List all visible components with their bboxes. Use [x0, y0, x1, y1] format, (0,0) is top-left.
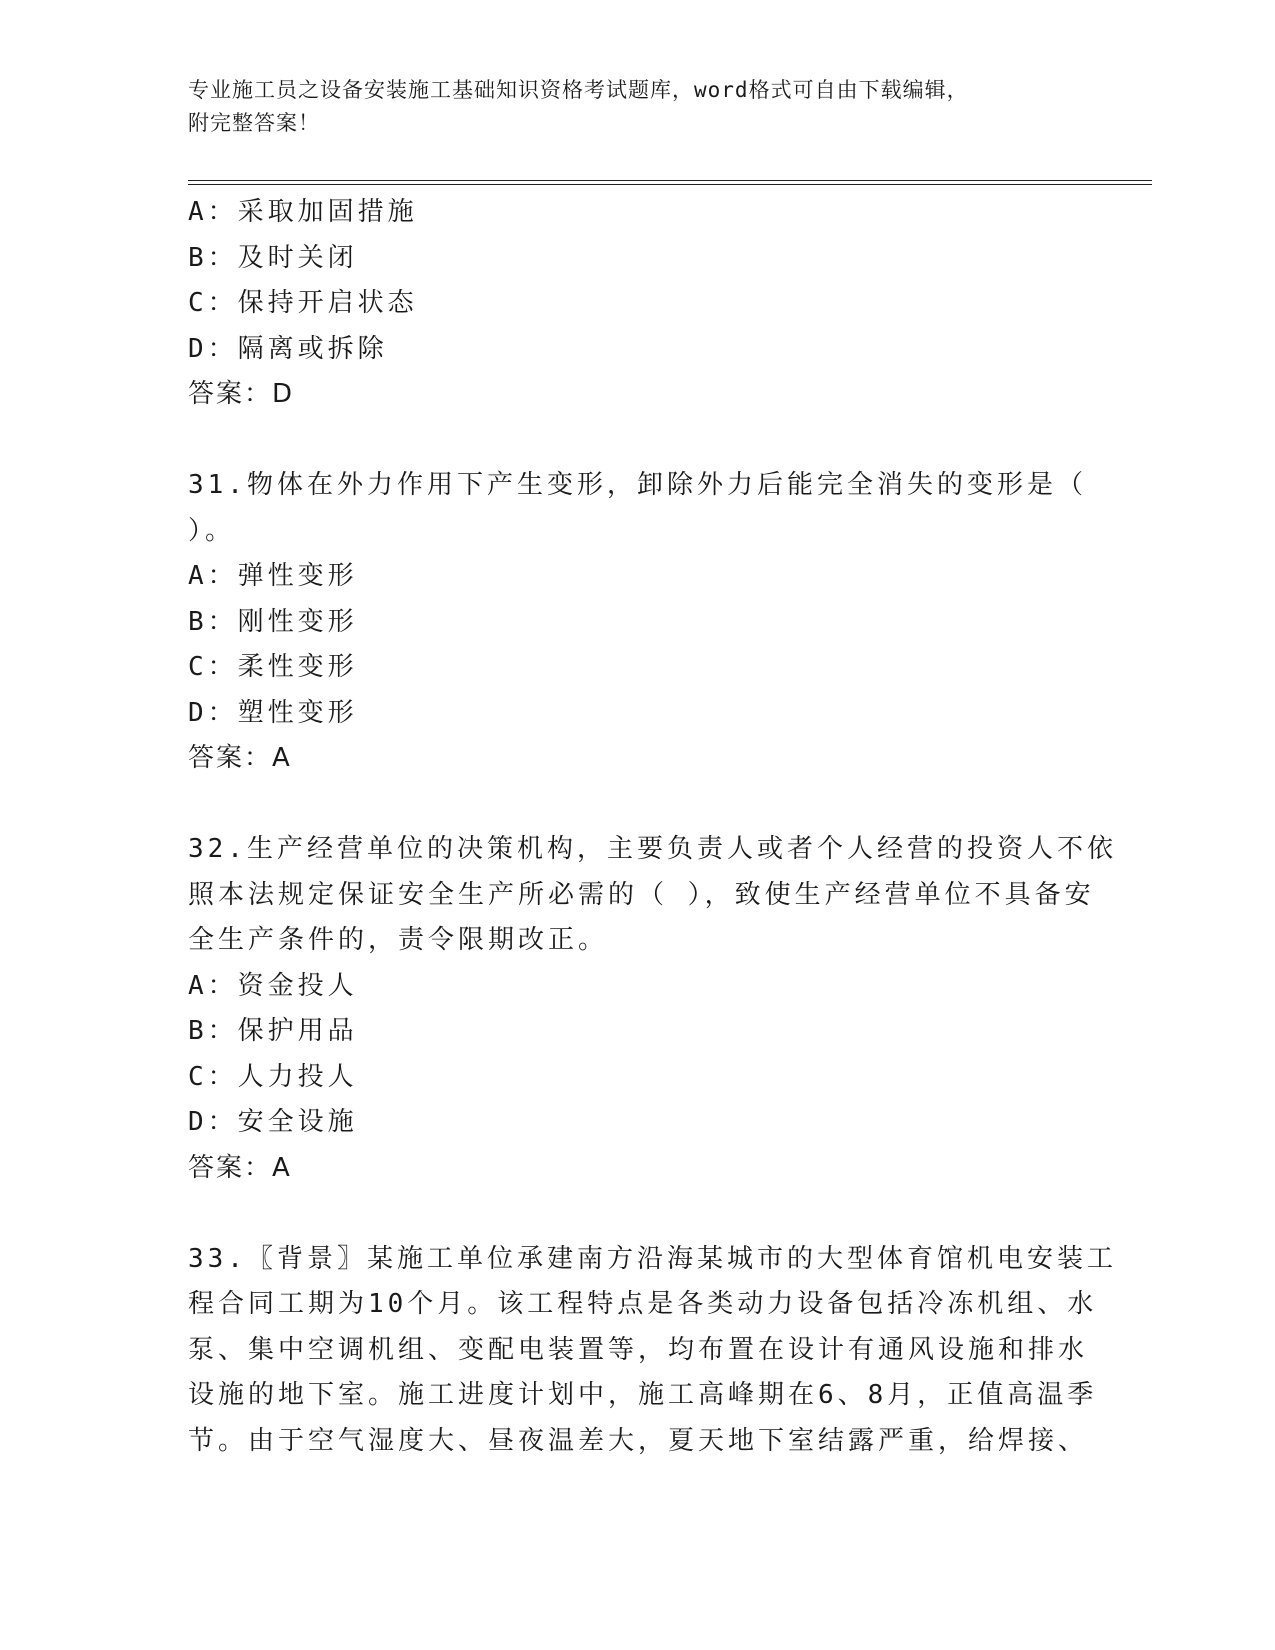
answer: 答案：A — [188, 1152, 292, 1183]
question-stem-line: 照本法规定保证安全生产所必需的（ ），致使生产经营单位不具备安 — [188, 879, 1095, 910]
spacer — [188, 1191, 1088, 1237]
question-stem-line: 31.物体在外力作用下产生变形，卸除外力后能完全消失的变形是（ — [188, 470, 1087, 500]
question-stem-line: 设施的地下室。施工进度计划中，施工高峰期在6、8月，正值高温季 — [188, 1380, 1098, 1410]
option-c: C：人力投人 — [188, 1061, 358, 1092]
page-header — [188, 74, 1088, 140]
option-d: D：塑性变形 — [188, 697, 358, 728]
answer: 答案：D — [188, 379, 295, 409]
option-a: A：弹性变形 — [188, 561, 358, 591]
question-stem-line: ）。 — [188, 515, 236, 546]
question-31 — [188, 463, 1088, 782]
question-stem-line: 泵、集中空调机组、变配电装置等，均布置在设计有通风设施和排水 — [188, 1334, 1089, 1365]
option-c: C：保持开启状态 — [188, 288, 418, 318]
option-d: D：隔离或拆除 — [188, 333, 388, 364]
option-a: A：资金投人 — [188, 970, 358, 1001]
question-32 — [188, 827, 1117, 1191]
option-d: D：安全设施 — [188, 1107, 358, 1137]
question-content — [188, 190, 1117, 1464]
option-b: B：及时关闭 — [188, 242, 358, 273]
answer: 答案：A — [188, 743, 292, 773]
spacer — [188, 418, 1088, 464]
question-stem-line: 全生产条件的，责令限期改正。 — [188, 925, 609, 955]
spacer — [188, 782, 1088, 828]
option-b: B：刚性变形 — [188, 606, 358, 637]
header-line-2: 附完整答案！ — [188, 111, 320, 135]
header-line-1: 专业施工员之设备安装施工基础知识资格考试题库，word格式可自由下载编辑， — [188, 78, 969, 102]
question-33 — [188, 1237, 1117, 1465]
question-stem-line: 程合同工期为10个月。该工程特点是各类动力设备包括冷冻机组、水 — [188, 1289, 1098, 1319]
option-a: A：采取加固措施 — [188, 197, 418, 227]
option-b: B：保护用品 — [188, 1016, 358, 1046]
question-stem-line: 节。由于空气湿度大、昼夜温差大，夏天地下室结露严重，给焊接、 — [188, 1425, 1089, 1456]
question-stem-line: 32.生产经营单位的决策机构，主要负责人或者个人经营的投资人不依 — [188, 834, 1117, 864]
question-30-tail — [188, 190, 1088, 418]
question-stem-line: 33.〖背景〗某施工单位承建南方沿海某城市的大型体育馆机电安装工 — [188, 1243, 1117, 1274]
header-divider — [188, 180, 1152, 185]
option-c: C：柔性变形 — [188, 652, 358, 682]
